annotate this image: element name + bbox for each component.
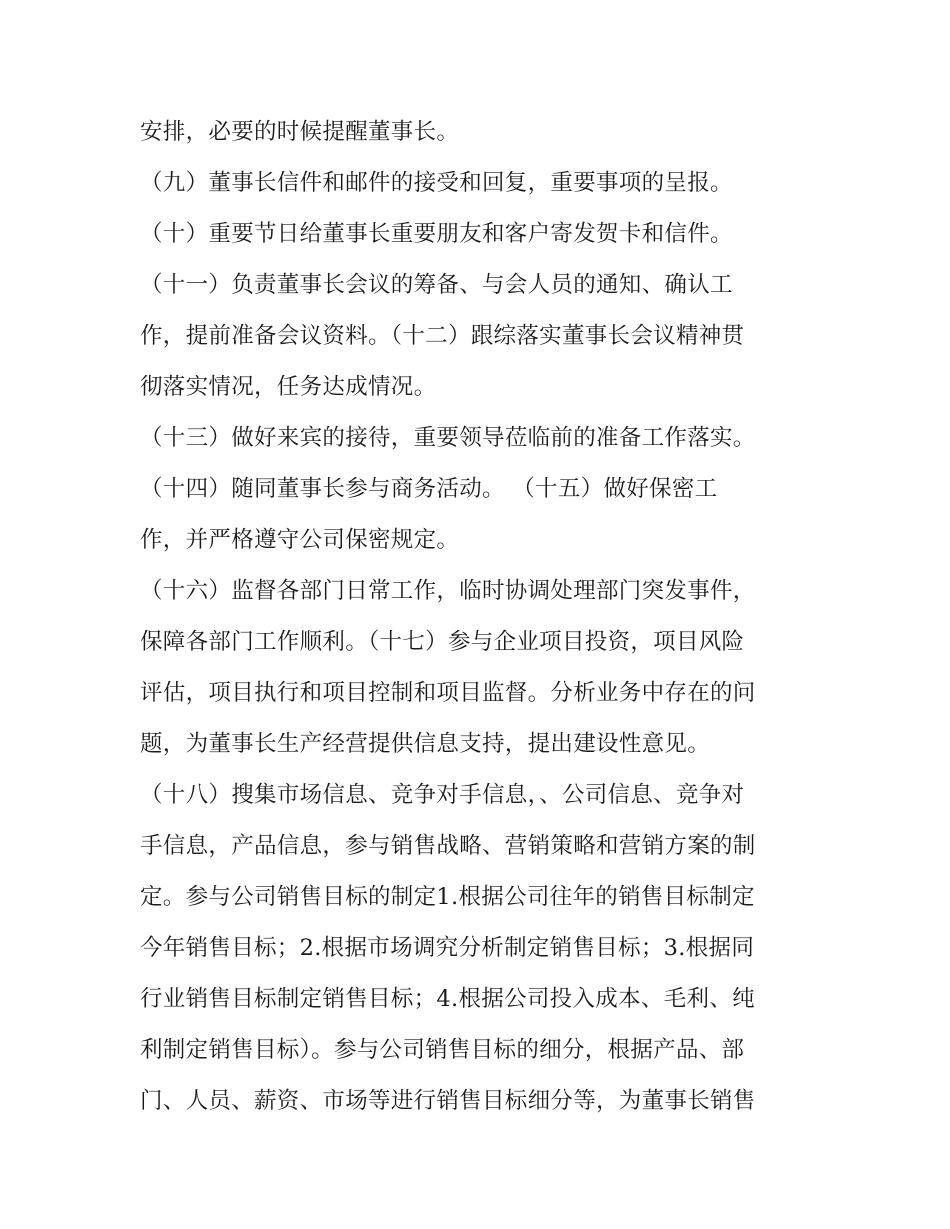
text-line: 评估，项目执行和项目控制和项目监督。分析业务中存在的问 [140, 680, 756, 706]
text-line: 彻落实情况，任务达成情况。 [140, 374, 437, 400]
text-line: （九）董事长信件和邮件的接受和回复，重要事项的呈报。 [140, 170, 733, 196]
text-line: 利制定销售目标）。参与公司销售目标的细分，根据产品、部 [140, 1037, 745, 1063]
text-line: 作，提前准备会议资料。（十二）跟综落实董事长会议精神贯 [140, 323, 745, 349]
text-line: 今年销售目标；2.根据市场调究分析制定销售目标；3.根据同 [140, 935, 755, 961]
text-line: 题，为董事长生产经营提供信息支持，提出建设性意见。 [140, 731, 711, 757]
text-line: 定。参与公司销售目标的制定1.根据公司往年的销售目标制定 [140, 884, 755, 910]
text-line: 门、人员、薪资、市场等进行销售目标细分等，为董事长销售 [140, 1088, 756, 1114]
text-line: 安排，必要的时候提醒董事长。 [140, 119, 460, 145]
document-body [140, 107, 820, 1127]
text-line: （十四）随同董事长参与商务活动。 （十五）做好保密工 [140, 476, 718, 502]
text-line: （十三）做好来宾的接待，重要领导莅临前的准备工作落实。 [140, 425, 756, 451]
text-line: （十八）搜集市场信息、竞争对手信息，、公司信息、竞争对 [140, 782, 745, 808]
text-line: 作，并严格遵守公司保密规定。 [140, 527, 460, 553]
text-line: （十）重要节日给董事长重要朋友和客户寄发贺卡和信件。 [140, 221, 733, 247]
text-line: （十六）监督各部门日常工作，临时协调处理部门突发事件， [140, 578, 756, 604]
text-line: （十一）负责董事长会议的筹备、与会人员的通知、确认工 [140, 272, 733, 298]
text-line: 手信息，产品信息，参与销售战略、营销策略和营销方案的制 [140, 833, 756, 859]
text-line: 行业销售目标制定销售目标；4.根据公司投入成本、毛利、纯 [140, 986, 755, 1012]
text-line: 保障各部门工作顺利。（十七）参与企业项目投资，项目风险 [140, 629, 745, 655]
